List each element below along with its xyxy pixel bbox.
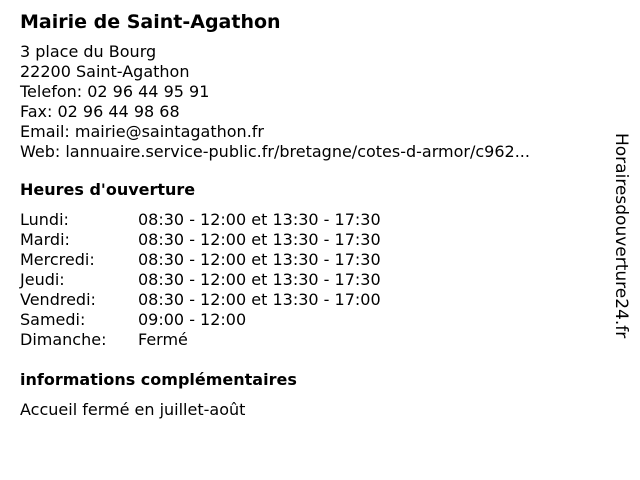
email-line — [20, 122, 605, 142]
time-value: 08:30 - 12:00 et 13:30 - 17:30 — [138, 270, 381, 289]
day-label: Samedi: — [20, 310, 86, 329]
time-value: 08:30 - 12:00 et 13:30 - 17:00 — [138, 290, 381, 309]
site-watermark: Horairesdouverture24.fr — [611, 133, 631, 339]
mairie-card — [20, 10, 605, 420]
hours-row-thursday — [20, 270, 605, 290]
web-line — [20, 142, 605, 162]
hours-row-friday — [20, 290, 605, 310]
time-value: 08:30 - 12:00 et 13:30 - 17:30 — [138, 210, 381, 229]
hours-table — [20, 210, 605, 350]
day-label: Dimanche: — [20, 330, 107, 349]
address-block — [20, 42, 605, 162]
hours-row-monday — [20, 210, 605, 230]
info-text: Accueil fermé en juillet-août — [20, 400, 246, 419]
day-label: Jeudi: — [20, 270, 65, 289]
web-label: Web: — [20, 142, 66, 161]
hours-row-saturday — [20, 310, 605, 330]
day-label: Lundi: — [20, 210, 69, 229]
hours-row-tuesday — [20, 230, 605, 250]
phone-line: Telefon: 02 96 44 95 91 — [20, 82, 210, 101]
time-value: Fermé — [138, 330, 188, 349]
email-label: Email: — [20, 122, 75, 141]
day-label: Mardi: — [20, 230, 70, 249]
time-value: 09:00 - 12:00 — [138, 310, 247, 329]
info-heading: informations complémentaires — [20, 370, 297, 389]
web-link[interactable]: lannuaire.service-public.fr/bretagne/cotes-d-armor/c962... — [65, 142, 530, 161]
hours-heading: Heures d'ouverture — [20, 180, 196, 199]
day-label: Vendredi: — [20, 290, 96, 309]
city-line: 22200 Saint-Agathon — [20, 62, 190, 81]
hours-row-wednesday — [20, 250, 605, 270]
day-label: Mercredi: — [20, 250, 95, 269]
fax-line: Fax: 02 96 44 98 68 — [20, 102, 180, 121]
time-value: 08:30 - 12:00 et 13:30 - 17:30 — [138, 250, 381, 269]
page-title: Mairie de Saint-Agathon — [20, 11, 281, 33]
street-line: 3 place du Bourg — [20, 42, 157, 61]
email-link[interactable]: mairie@saintagathon.fr — [74, 122, 264, 141]
hours-row-sunday — [20, 330, 605, 350]
time-value: 08:30 - 12:00 et 13:30 - 17:30 — [138, 230, 381, 249]
